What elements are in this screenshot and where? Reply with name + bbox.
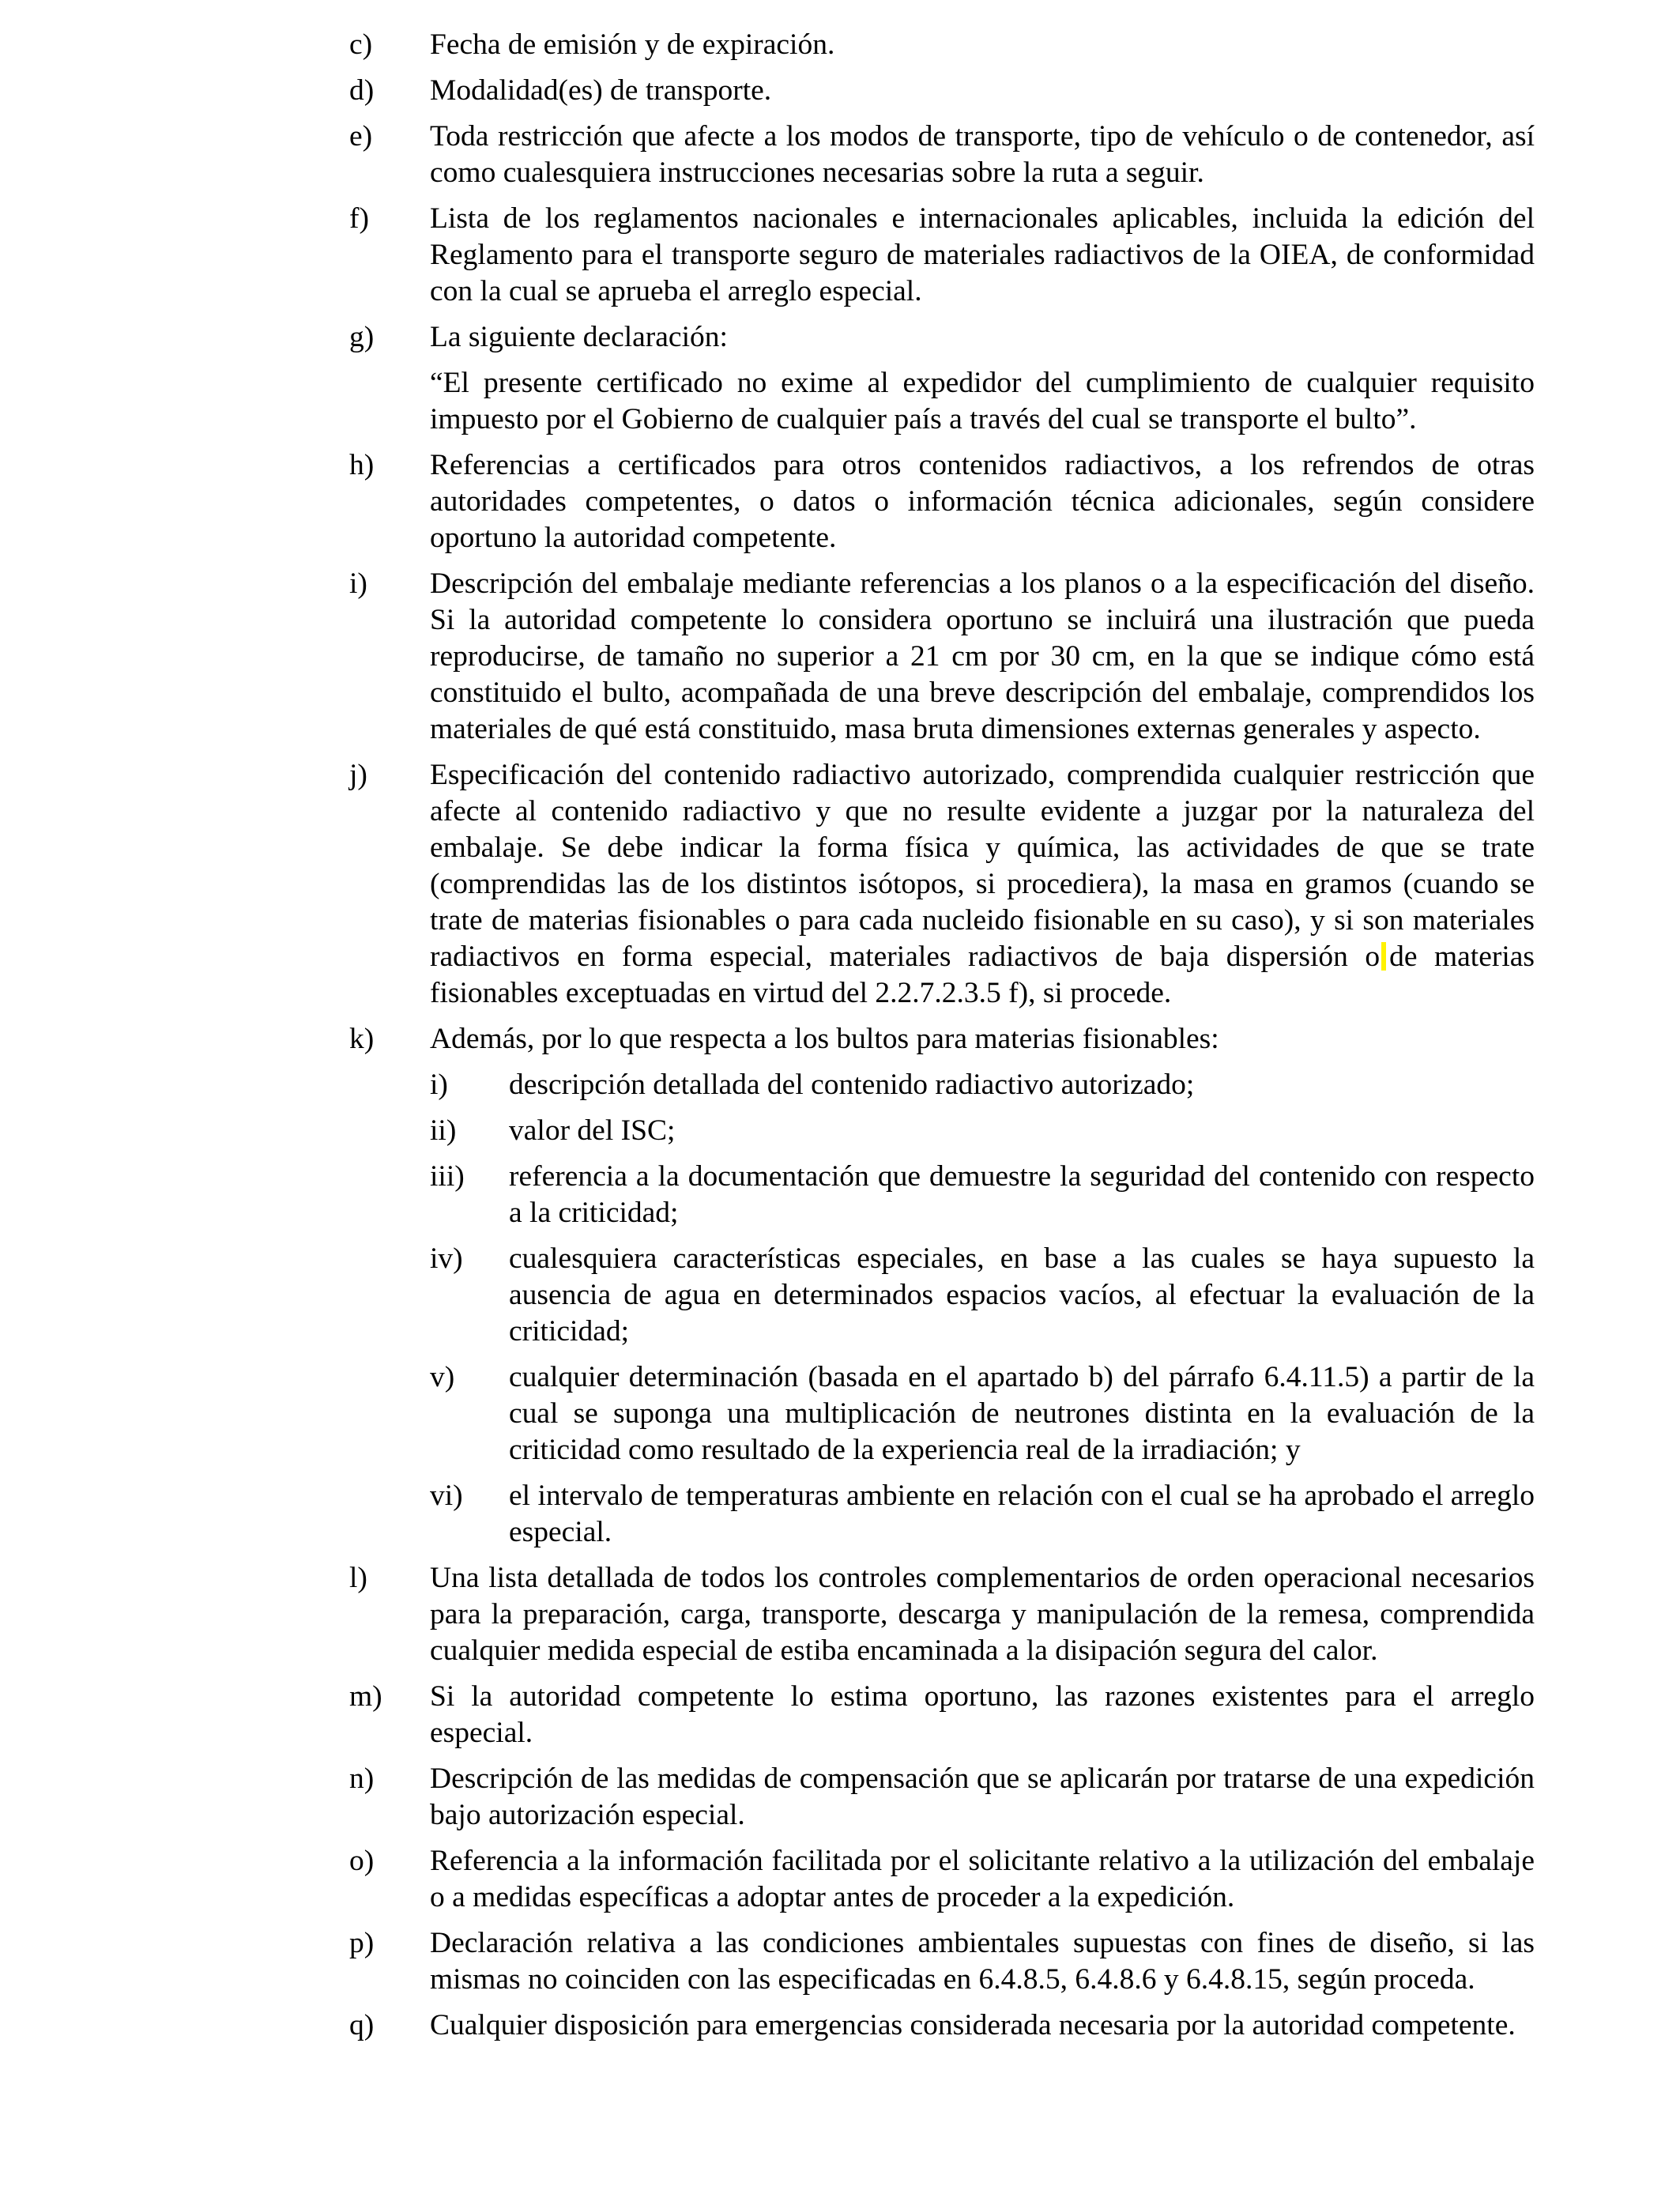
item-label: l) xyxy=(349,1562,367,1594)
item-text: Fecha de emisión y de expiración. xyxy=(430,28,835,61)
item-label: e) xyxy=(349,120,373,153)
highlight-mark xyxy=(1381,942,1386,971)
item-text: Toda restricción que afecte a los modos de transporte, tipo de vehículo o de contenedor, así como cualesquiera instrucciones necesarias sobre la ruta a seguir. xyxy=(430,120,1535,189)
sub-item-text: cualquier determinación (basada en el apartado b) del párrafo 6.4.11.5) a partir de la cual se suponga una multiplicación de neutrones distinta en la evaluación de la criticidad como resultado de la experiencia real de la irradiación; y xyxy=(509,1361,1535,1466)
item-label: d) xyxy=(349,74,375,107)
sub-item xyxy=(430,1359,1535,1468)
item-label: i) xyxy=(349,567,367,600)
sub-item xyxy=(430,1067,1535,1103)
sub-item-text: valor del ISC; xyxy=(509,1114,676,1147)
sub-item xyxy=(430,1241,1535,1350)
item-text: Además, por lo que respecta a los bultos para materias fisionables: xyxy=(430,1023,1219,1055)
sub-item-label: i) xyxy=(430,1069,448,1101)
sub-item-label: iii) xyxy=(430,1160,465,1193)
item-text: Cualquier disposición para emergencias considerada necesaria por la autoridad competente. xyxy=(430,2009,1516,2041)
item-label: o) xyxy=(349,1845,375,1877)
item-label: f) xyxy=(349,202,369,235)
list-item-m xyxy=(349,1679,1535,1751)
sub-item-text: el intervalo de temperaturas ambiente en relación con el cual se ha aprobado el arreglo especial. xyxy=(509,1480,1535,1548)
item-text: Lista de los reglamentos nacionales e internacionales aplicables, incluida la edición del Reglamento para el transporte seguro de materiales radiactivos de la OIEA, de conformidad con la cual se aprueba el arreglo especial. xyxy=(430,202,1535,307)
sub-item xyxy=(430,1159,1535,1231)
item-label: q) xyxy=(349,2009,375,2041)
item-text-after: de materias fisionables exceptuadas en virtud del 2.2.7.2.3.5 f), si procede. xyxy=(430,941,1535,1009)
sub-item-text: cualesquiera características especiales, en base a las cuales se haya supuesto la ausencia de agua en determinados espacios vacíos, al efectuar la evaluación de la criticidad; xyxy=(509,1242,1535,1348)
list-item-e xyxy=(349,119,1535,191)
item-label: k) xyxy=(349,1023,375,1055)
item-label: p) xyxy=(349,1927,375,1959)
sub-item-label: ii) xyxy=(430,1114,457,1147)
item-label: h) xyxy=(349,449,375,481)
item-text: Declaración relativa a las condiciones ambientales supuestas con fines de diseño, si las mismas no coinciden con las especificadas en 6.4.8.5, 6.4.8.6 y 6.4.8.15, según proceda. xyxy=(430,1927,1535,1996)
sub-item-label: vi) xyxy=(430,1480,463,1512)
list-item-o xyxy=(349,1843,1535,1916)
item-text: Referencias a certificados para otros contenidos radiactivos, a los refrendos de otras autoridades competentes, o datos o información técnica adicionales, según considere oportuno la autoridad competente. xyxy=(430,449,1535,554)
item-text: Descripción de las medidas de compensación que se aplicarán por tratarse de una expedición bajo autorización especial. xyxy=(430,1762,1535,1831)
sub-list xyxy=(430,1067,1535,1551)
sub-item xyxy=(430,1478,1535,1551)
list-item-d xyxy=(349,73,1535,109)
list-item-g xyxy=(349,319,1535,438)
list-item-i xyxy=(349,566,1535,748)
list-item-l xyxy=(349,1560,1535,1669)
list-item-j xyxy=(349,757,1535,1012)
list-item-h xyxy=(349,447,1535,556)
item-label: m) xyxy=(349,1680,382,1713)
item-text: Modalidad(es) de transporte. xyxy=(430,74,772,107)
item-text: La siguiente declaración: xyxy=(430,321,728,353)
document-page xyxy=(349,27,1535,2053)
sub-item-label: v) xyxy=(430,1361,455,1393)
sub-item-text: descripción detallada del contenido radiactivo autorizado; xyxy=(509,1069,1195,1101)
item-text: Una lista detallada de todos los controles complementarios de orden operacional necesarios para la preparación, carga, transporte, descarga y manipulación de la remesa, comprendida cualquier medida especial de estiba encaminada a la disipación segura del calor. xyxy=(430,1562,1535,1667)
declaration-quote: “El presente certificado no exime al expedidor del cumplimiento de cualquier requisito impuesto por el Gobierno de cualquier país a través del cual se transporte el bulto”. xyxy=(430,367,1535,435)
sub-item-text: referencia a la documentación que demuestre la seguridad del contenido con respecto a la criticidad; xyxy=(509,1160,1535,1229)
item-label: c) xyxy=(349,28,373,61)
item-label: g) xyxy=(349,321,375,353)
list-item-f xyxy=(349,201,1535,310)
item-text-before: Especificación del contenido radiactivo autorizado, comprendida cualquier restricción que afecte al contenido radiactivo y que no resulte evidente a juzgar por la naturaleza del embalaje. Se debe indicar la forma física y química, las actividades de que se trate (comprendidas las de los distintos isótopos, si procediera), la masa en gramos (cuando se trate de materias fisionables o para cada nucleido fisionable en su caso), y si son materiales radiactivos en forma especial, materiales radiactivos de baja dispersión o xyxy=(430,759,1535,973)
list-item-k xyxy=(349,1021,1535,1551)
item-text xyxy=(430,757,1535,1012)
list-item-n xyxy=(349,1761,1535,1834)
item-text: Descripción del embalaje mediante referencias a los planos o a la especificación del diseño. Si la autoridad competente lo considera oportuno se incluirá una ilustración que pueda reproducirse, de tamaño no superior a 21 cm por 30 cm, en la que se indique cómo está constituido el bulto, acompañada de una breve descripción del embalaje, comprendidos los materiales de qué está constituido, masa bruta dimensiones externas generales y aspecto. xyxy=(430,567,1535,745)
list-item-q xyxy=(349,2007,1535,2044)
item-label: j) xyxy=(349,759,367,791)
item-label: n) xyxy=(349,1762,375,1795)
item-text: Referencia a la información facilitada por el solicitante relativo a la utilización del embalaje o a medidas específicas a adoptar antes de proceder a la expedición. xyxy=(430,1845,1535,1913)
list-item-p xyxy=(349,1925,1535,1998)
list-item-c xyxy=(349,27,1535,63)
sub-item xyxy=(430,1113,1535,1149)
sub-item-label: iv) xyxy=(430,1242,463,1275)
item-text: Si la autoridad competente lo estima oportuno, las razones existentes para el arreglo especial. xyxy=(430,1680,1535,1749)
